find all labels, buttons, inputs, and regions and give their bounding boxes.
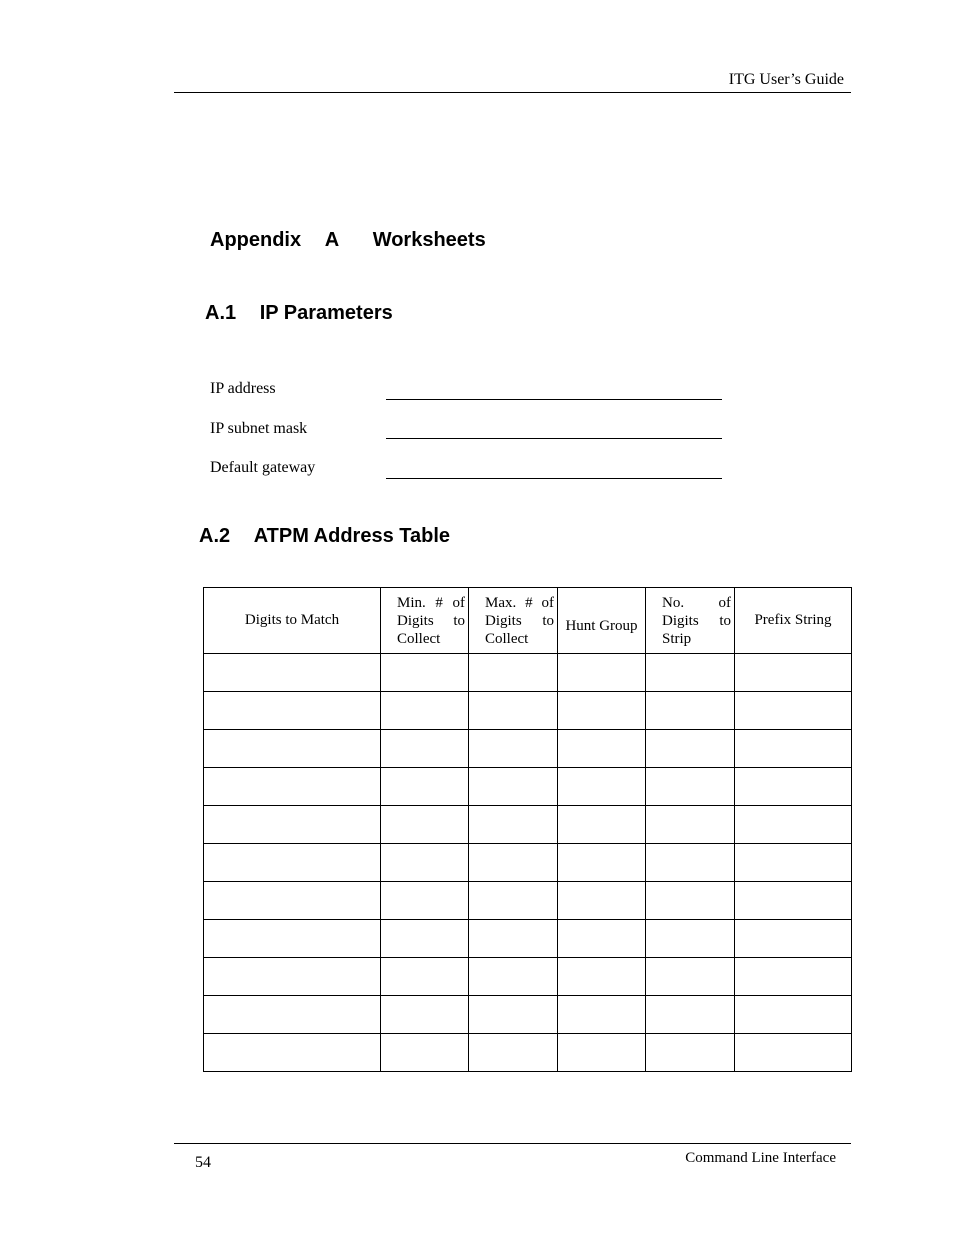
default-gateway-field[interactable] bbox=[386, 478, 722, 479]
table-cell[interactable] bbox=[469, 996, 558, 1034]
ip-address-label: IP address bbox=[210, 380, 276, 397]
appendix-word: Appendix bbox=[210, 229, 302, 251]
section-a2-number: A.2 bbox=[199, 525, 231, 547]
default-gateway-label: Default gateway bbox=[210, 459, 316, 476]
table-cell[interactable] bbox=[469, 692, 558, 730]
table-cell[interactable] bbox=[646, 654, 735, 692]
column-header-hunt-group: Hunt Group bbox=[558, 588, 646, 654]
table-cell[interactable] bbox=[646, 844, 735, 882]
table-cell[interactable] bbox=[646, 692, 735, 730]
section-a1-heading bbox=[205, 302, 393, 325]
table-cell[interactable] bbox=[735, 692, 852, 730]
table-row bbox=[204, 654, 852, 692]
table-cell[interactable] bbox=[204, 844, 381, 882]
table-cell[interactable] bbox=[469, 958, 558, 996]
table-cell[interactable] bbox=[558, 996, 646, 1034]
running-header: ITG User’s Guide bbox=[728, 71, 844, 88]
table-cell[interactable] bbox=[735, 1034, 852, 1072]
table-cell[interactable] bbox=[646, 958, 735, 996]
ip-address-field[interactable] bbox=[386, 399, 722, 400]
column-header-min-digits: Min. # of Digits to Collect bbox=[381, 588, 469, 654]
table-cell[interactable] bbox=[381, 844, 469, 882]
table-row bbox=[204, 996, 852, 1034]
appendix-letter: A bbox=[324, 229, 340, 251]
table-row bbox=[204, 844, 852, 882]
table-row bbox=[204, 958, 852, 996]
table-cell[interactable] bbox=[204, 768, 381, 806]
table-cell[interactable] bbox=[735, 730, 852, 768]
table-cell[interactable] bbox=[469, 1034, 558, 1072]
table-cell[interactable] bbox=[735, 996, 852, 1034]
table-cell[interactable] bbox=[646, 806, 735, 844]
table-row bbox=[204, 920, 852, 958]
table-cell[interactable] bbox=[381, 654, 469, 692]
table-cell[interactable] bbox=[558, 920, 646, 958]
column-header-digits-to-match: Digits to Match bbox=[204, 588, 381, 654]
table-cell[interactable] bbox=[646, 882, 735, 920]
table-cell[interactable] bbox=[646, 730, 735, 768]
table-row bbox=[204, 806, 852, 844]
ip-subnet-mask-label: IP subnet mask bbox=[210, 420, 308, 437]
table-cell[interactable] bbox=[381, 730, 469, 768]
table-row bbox=[204, 730, 852, 768]
table-body bbox=[204, 654, 852, 1072]
table-cell[interactable] bbox=[204, 806, 381, 844]
table-cell[interactable] bbox=[558, 958, 646, 996]
column-header-max-digits: Max. # of Digits to Collect bbox=[469, 588, 558, 654]
table-cell[interactable] bbox=[204, 958, 381, 996]
table-cell[interactable] bbox=[381, 882, 469, 920]
table-header-row bbox=[204, 588, 852, 654]
table-cell[interactable] bbox=[204, 882, 381, 920]
table-cell[interactable] bbox=[381, 768, 469, 806]
table-cell[interactable] bbox=[204, 692, 381, 730]
column-header-digits-to-strip: No. of Digits to Strip bbox=[646, 588, 735, 654]
table-cell[interactable] bbox=[204, 1034, 381, 1072]
table-cell[interactable] bbox=[735, 882, 852, 920]
table-cell[interactable] bbox=[646, 920, 735, 958]
table-cell[interactable] bbox=[381, 692, 469, 730]
section-a1-title: IP Parameters bbox=[259, 302, 393, 324]
table-cell[interactable] bbox=[204, 920, 381, 958]
table-cell[interactable] bbox=[735, 654, 852, 692]
page-number: 54 bbox=[195, 1154, 211, 1171]
table-cell[interactable] bbox=[558, 768, 646, 806]
table-cell[interactable] bbox=[381, 920, 469, 958]
table-cell[interactable] bbox=[735, 844, 852, 882]
table-row bbox=[204, 768, 852, 806]
table-cell[interactable] bbox=[381, 806, 469, 844]
table-cell[interactable] bbox=[381, 958, 469, 996]
table-cell[interactable] bbox=[469, 730, 558, 768]
table-cell[interactable] bbox=[204, 996, 381, 1034]
table-cell[interactable] bbox=[735, 768, 852, 806]
table-cell[interactable] bbox=[558, 1034, 646, 1072]
table-cell[interactable] bbox=[558, 844, 646, 882]
table-cell[interactable] bbox=[558, 806, 646, 844]
ip-subnet-mask-field[interactable] bbox=[386, 438, 722, 439]
table-cell[interactable] bbox=[469, 882, 558, 920]
table-cell[interactable] bbox=[469, 768, 558, 806]
table-cell[interactable] bbox=[558, 692, 646, 730]
table-cell[interactable] bbox=[735, 958, 852, 996]
running-footer: Command Line Interface bbox=[685, 1150, 836, 1166]
table-row bbox=[204, 1034, 852, 1072]
section-a1-number: A.1 bbox=[205, 302, 237, 324]
atpm-address-table bbox=[203, 587, 852, 1072]
table-cell[interactable] bbox=[735, 920, 852, 958]
table-row bbox=[204, 692, 852, 730]
appendix-title: Worksheets bbox=[372, 229, 486, 251]
table-cell[interactable] bbox=[646, 996, 735, 1034]
table-cell[interactable] bbox=[204, 730, 381, 768]
table-cell[interactable] bbox=[646, 768, 735, 806]
table-cell[interactable] bbox=[646, 1034, 735, 1072]
column-header-prefix-string: Prefix String bbox=[735, 588, 852, 654]
table-cell[interactable] bbox=[735, 806, 852, 844]
table-cell[interactable] bbox=[469, 654, 558, 692]
table-cell[interactable] bbox=[204, 654, 381, 692]
table-cell[interactable] bbox=[558, 730, 646, 768]
table-cell[interactable] bbox=[381, 1034, 469, 1072]
table-cell[interactable] bbox=[469, 920, 558, 958]
table-cell[interactable] bbox=[469, 806, 558, 844]
table-cell[interactable] bbox=[558, 882, 646, 920]
table-cell[interactable] bbox=[381, 996, 469, 1034]
table-cell[interactable] bbox=[469, 844, 558, 882]
section-a2-heading bbox=[199, 525, 450, 548]
footer-rule bbox=[174, 1143, 851, 1144]
appendix-heading bbox=[210, 229, 486, 252]
table-row bbox=[204, 882, 852, 920]
header-rule bbox=[174, 92, 851, 93]
table-cell[interactable] bbox=[558, 654, 646, 692]
section-a2-title: ATPM Address Table bbox=[253, 525, 451, 547]
